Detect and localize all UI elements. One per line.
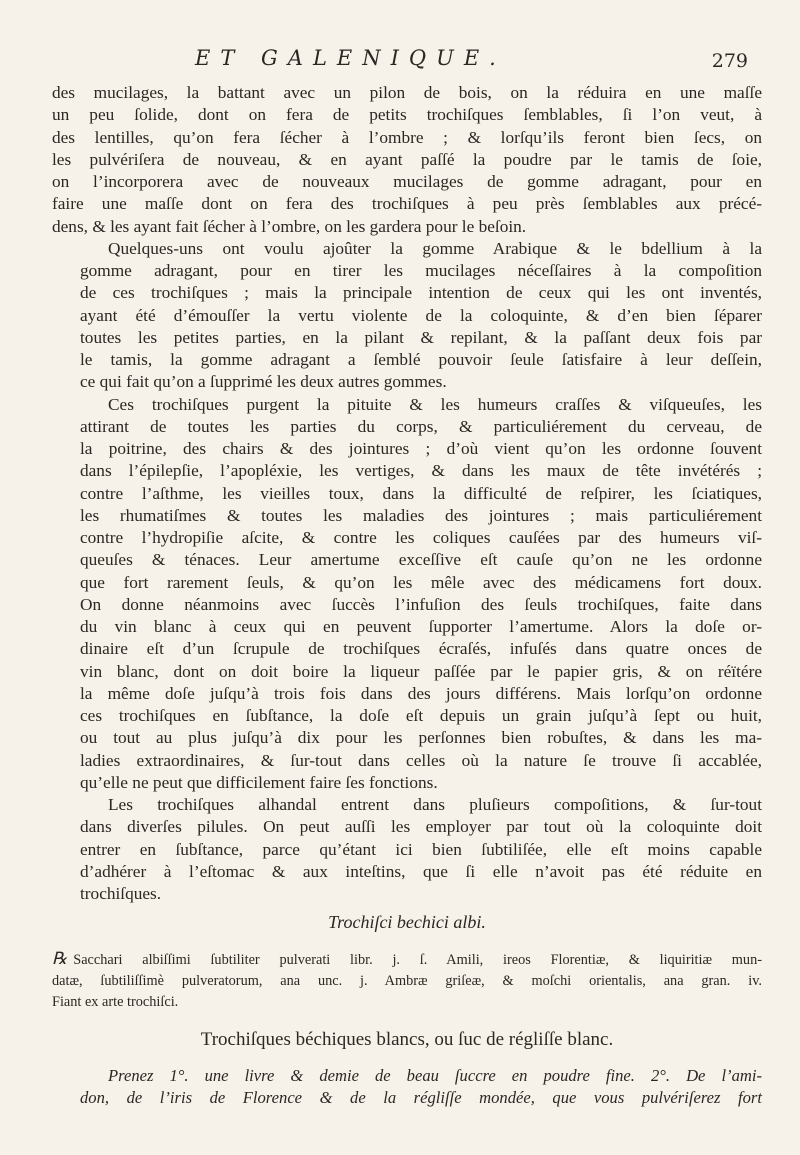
text-line: des mucilages, la battant avec un pilon de bois, on la réduira en une maſſe <box>52 83 762 102</box>
text-line: des lentilles, qu’on fera ſécher à l’ombre ; & lorſqu’ils feront bien ſecs, on <box>52 127 762 147</box>
text-line: du vin blanc à ceux qui en peuvent ſupporter l’amertume. Alors la doſe or- <box>80 617 762 636</box>
section-heading: Trochiſques béchiques blancs, ou ſuc de régliſſe blanc. <box>200 1028 614 1050</box>
running-head <box>195 46 748 76</box>
text-line: gomme adragant, pour en tirer les mucilages néceſſaires à la compoſition <box>80 261 762 280</box>
text-line: ou tout au plus juſqu’à dix pour les perſonnes bien robuſtes, & dans les ma- <box>80 728 762 748</box>
text-line: entrer en ſubſtance, parce qu’étant ici bien ſubtiliſée, elle eſt moins capable <box>80 839 762 859</box>
text-line: attirant de toutes les parties du corps, & particuliérement du cerveau, de <box>80 416 762 436</box>
text-line: les rhumatiſmes & toutes les maladies des jointures ; mais particuliérement <box>80 505 762 525</box>
text-line: faire une maſſe dont on fera des trochiſques à peu près ſemblables aux précé- <box>52 194 762 214</box>
text-line: que fort rarement ſeuls, & qu’on les mêle avec des médicamens fort doux. <box>80 572 762 592</box>
text-line: dinaire eſt d’un ſcrupule de trochiſques écraſés, infuſés dans quatre onces de <box>80 639 762 659</box>
body-text <box>52 82 762 1109</box>
text-line: de ces trochiſques ; mais la principale intention de ceux qui les ont inventés, <box>80 283 762 303</box>
recipe-symbol: ℞ <box>52 948 68 968</box>
text-line: un peu ſolide, dont on fera de petits trochiſques ſemblables, ſi l’on veut, à <box>52 105 762 125</box>
text-line: dens, & les ayant fait ſécher à l’ombre, on les gardera pour le beſoin. <box>52 216 527 236</box>
recipe-block <box>52 948 762 1013</box>
text-line: Ces trochiſques purgent la pituite & les humeurs craſſes & viſqueuſes, les <box>108 394 762 414</box>
text-line: on l’incorporera avec de nouveaux mucilages de gomme adragant, pour en <box>52 172 762 191</box>
instruction-line: Prenez 1°. une livre & demie de beau ſuccre en poudre fine. 2°. De l’ami- <box>108 1065 762 1085</box>
text-line: la même doſe juſqu’à trois fois dans des jours différens. Mais lorſqu’on ordonne <box>80 683 762 703</box>
recipe-line: Fiant ex arte trochiſci. <box>52 993 179 1010</box>
text-line: queuſes & ténaces. Leur amertume exceſſive eſt cauſe qu’on ne les ordonne <box>80 550 762 570</box>
instructions <box>52 1065 762 1109</box>
paragraph <box>52 794 762 905</box>
text-line: trochiſques. <box>80 884 162 903</box>
text-line: ce qui fait qu’on a ſupprimé les deux autres gommes. <box>80 372 447 392</box>
text-line: contre l’aſthme, les vieilles toux, dans la difficulté de reſpirer, les ſciatiques, <box>80 483 762 503</box>
recipe-line <box>52 948 762 971</box>
text-line: la poitrine, des chairs & des jointures ; d’où vient qu’on les ordonne ſouvent <box>80 439 762 458</box>
instruction-line: don, de l’iris de Florence & de la régliſſe mondée, que vous pulvériſerez fort <box>80 1087 762 1107</box>
recipe-line-text: Sacchari albiſſimi ſubtiliter pulverati libr. j. ſ. Amili, ireos Florentiæ, & liquiritiæ mun- <box>73 951 762 968</box>
text-line: vin blanc, dont on doit boire la liqueur paſſée par le papier gris, & on réïtére <box>80 661 762 681</box>
paragraph <box>52 238 762 394</box>
text-line: qu’elle ne peut que difficilement faire ſes fonctions. <box>80 772 438 792</box>
page-number: 279 <box>711 50 748 72</box>
text-line: ces trochiſques en ſubſtance, la doſe eſt depuis un grain juſqu’à ſept ou huit, <box>80 706 762 725</box>
text-line: d’adhérer à l’eſtomac & aux inteſtins, que ſi elle n’avoit pas été réduite en <box>80 861 762 881</box>
text-line: le tamis, la gomme adragant a ſemblé pouvoir ſeule ſatisfaire à leur deſſein, <box>80 350 762 369</box>
paragraph <box>52 82 762 238</box>
text-line: On donne néanmoins avec ſuccès l’infuſion des ſeuls trochiſques, faite dans <box>80 594 762 614</box>
text-line: Quelques-uns ont voulu ajoûter la gomme Arabique & le bdellium à la <box>108 238 762 258</box>
text-line: dans l’épilepſie, l’apopléxie, les vertiges, & dans les maux de tête invétérés ; <box>80 461 762 481</box>
text-line: contre l’hydropiſie aſcite, & contre les coliques cauſées par des humeurs viſ- <box>80 528 762 547</box>
running-title: ET GALENIQUE. <box>195 46 506 70</box>
text-line: dans diverſes pilules. On peut auſſi les employer par tout où la coloquinte doit <box>80 817 762 837</box>
text-line: les pulvériſera de nouveau, & en ayant paſſé la poudre par le tamis de ſoie, <box>52 149 762 169</box>
text-line: Les trochiſques alhandal entrent dans pluſieurs compoſitions, & ſur-tout <box>108 795 762 814</box>
text-line: toutes les petites parties, en la pilant & repilant, & la paſſant deux fois par <box>80 327 762 347</box>
text-line: ayant été d’émouſſer la vertu violente de la coloquinte, & d’en bien ſéparer <box>80 305 762 325</box>
paragraph <box>52 394 762 795</box>
text-line: ladies extraordinaires, & ſur-tout dans celles où la nature ſe trouve ſi accablée, <box>80 750 762 770</box>
recipe-title: Trochiſci bechici albi. <box>328 912 486 933</box>
recipe-line: datæ, ſubtiliſſimè pulveratorum, ana unc. j. Ambræ griſeæ, & moſchi orientalis, ana gran. iv. <box>52 972 762 989</box>
